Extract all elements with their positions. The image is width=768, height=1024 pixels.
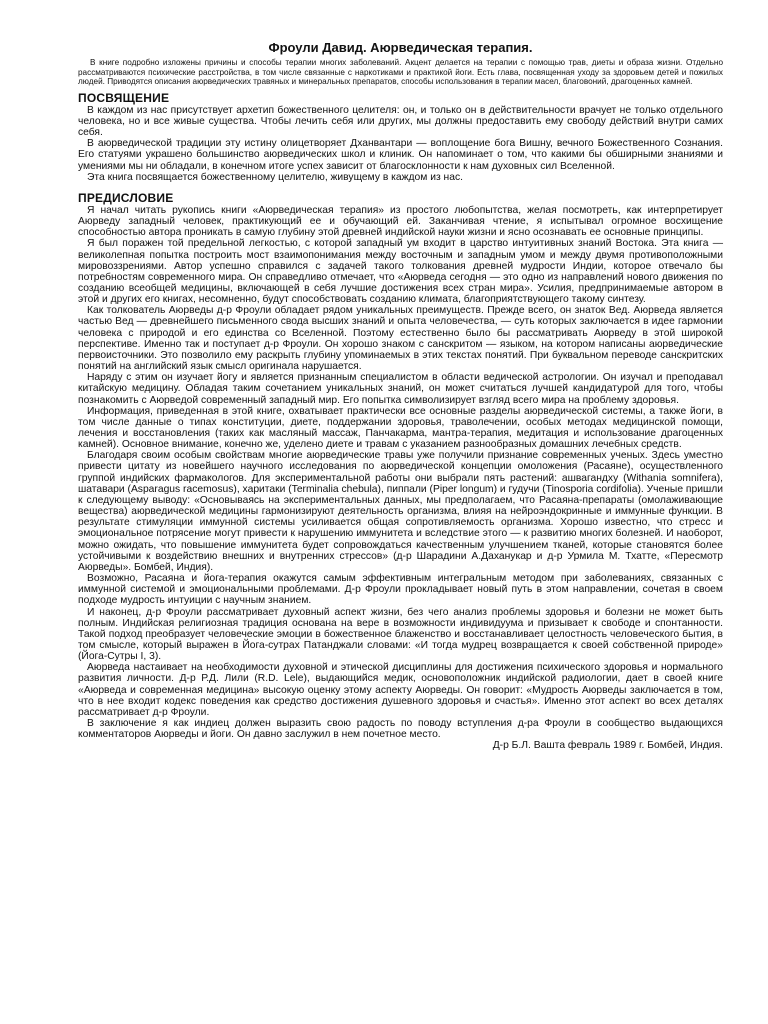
book-annotation: В книге подробно изложены причины и способы терапии многих заболеваний. Акцент делается на терапии с помощью трав, диеты и образа жизни. Отдельно рассматриваются психические расстройства, в том числе связанные с наркотиками и практикой йоги. Есть глава, посвященная уходу за здоровьем детей и пожилых людей. Приводятся описания аюрведических травяных и минеральных препаратов, способы использования в терапии масел, благовоний, драгоценных камней. [78, 58, 723, 87]
preface-paragraph: Благодаря своим особым свойствам многие аюрведические травы уже получили признание современных ученых. Здесь уместно привести цитату из новейшего научного исследования по аюрведической концепции омоложения (Расаяне), осуществленного группой индийских фармакологов. Для экспериментальной работы они выбрали пять растений: ашвагандху (Withania somnifera), шатавари (Asparagus racemosus), харитаки (Terminalia chebula), пиппали (Piper longum) и гудучи (Tinosporia cordifolia). Ученые пришли к следующему выводу: «Основываясь на экспериментальных данных, мы предполагаем, что Расаяна-препараты (омолаживающие вещества) аюрведической медицины гармонизируют деятельность организма, влияя на нейроэндокринные и иммунные функции. В результате стимуляции иммунной системы усиливается общая сопротивляемость организма. Хорошо известно, что стресс и эмоциональное потрясение могут привести к нарушению иммунитета и вследствие этого — к развитию многих болезней. И наоборот, можно ожидать, что повышение иммунитета будет сопровождаться качественным улучшением тканей, которые становятся более устойчивыми к воздействию внешних и внутренних стрессов» (д-р Шарадини А.Даханукар и д-р Урмила М. Тхатте, «Пересмотр Аюрведы». Бомбей, Индия). [78, 450, 723, 573]
preface-paragraph: Аюрведа настаивает на необходимости духовной и этической дисциплины для достижения психического здоровья и нормального развития личности. Д-р Р.Д. Лили (R.D. Lele), выдающийся медик, основоположник индийской радиологии, дает в своей книге «Аюрведа и современная медицина» высокую оценку этому аспекту Аюрведы. Он говорит: «Мудрость Аюрведы заключается в том, что в нее входит кодекс поведения как средство достижения душевного здоровья и счастья». Именно этот аспект во всех деталях рассматривает д-р Фроули. [78, 662, 723, 718]
preface-paragraph: Возможно, Расаяна и йога-терапия окажутся самым эффективным интегральным методом при заболеваниях, связанных с иммунной системой и эмоциональными проблемами. Д-р Фроули прокладывает новый путь в этом направлении, сочетая в своем подходе мудрость интуиции с научным знанием. [78, 573, 723, 607]
dedication-paragraph: В аюрведической традиции эту истину олицетворяет Дханвантари — воплощение бога Вишну, вечного Божественного Сознания. Его статуями украшено большинство аюрведических школ и клиник. Он напоминает о том, что какими бы обширными знаниями и умениями мы ни обладали, в конечном итоге успех зависит от благосклонности к нам духовных сил Вселенной. [78, 138, 723, 172]
preface-section [78, 205, 723, 741]
preface-paragraph: И наконец, д-р Фроули рассматривает духовный аспект жизни, без чего анализ проблемы здоровья и болезни не может быть полным. Индийская религиозная традиция основана на вере в возможности индивидуума и призывает к свободе и спонтанности. Такой подход преобразует человеческие эмоции в божественное блаженство и восстанавливает целостность человеческого бытия, в том смысле, который выражен в Йога-сутрах Патанджали словами: «И тогда мудрец возвращается к своей собственной природе» (Йога-Сутры I, 3). [78, 606, 723, 663]
dedication-heading: ПОСВЯЩЕНИЕ [78, 90, 170, 105]
preface-paragraph: Наряду с этим он изучает йогу и является признанным специалистом в области ведической астрологии. Он изучал и преподавал китайскую медицину. Обладая таким сочетанием уникальных знаний, он может считаться лучшей кандидатурой для того, чтобы познакомить с Аюрведой современный западный мир. Его попытка символизирует взгляд всего мира на проблему здоровья. [78, 372, 723, 406]
document-title: Фроули Давид. Аюрведическая терапия. [268, 40, 533, 55]
preface-paragraph: Я начал читать рукопись книги «Аюрведическая терапия» из простого любопытства, желая посмотреть, как интерпретирует Аюрведу западный человек, практикующий ее и обучающий ей. Заканчивая чтение, я испытывал огромное восхищение способностью автора проникать в самую глубину этой древней индийской науки жизни и ясно осознавать ее основные принципы. [78, 204, 723, 239]
preface-heading: ПРЕДИСЛОВИЕ [78, 190, 174, 205]
preface-paragraph: Я был поражен той предельной легкостью, с которой западный ум входит в царство интуитивных знаний Востока. Эта книга — великолепная попытка построить мост взаимопонимания между восточным и западным умом и между двумя противоположными мировоззрениями. Автор успешно справился с задачей такого толкования древней мудрости Индии, которое отвечало бы потребностям современного мира. Он справедливо отмечает, что «Аюрведа сегодня — это одно из направлений нового движения по созданию всеобщей медицины, включающей в себя лучшие достижения всех стран мира». Усилия, предпринимаемые автором в этой и других его книгах, несомненно, будут способствовать созданию климата, благоприятствующего такому синтезу. [78, 238, 723, 306]
preface-paragraph: Как толкователь Аюрведы д-р Фроули обладает рядом уникальных преимуществ. Прежде всего, он знаток Вед. Аюрведа является частью Вед — древнейшего письменного свода высших знаний и опыта человечества, — суть которых заключается в идее гармонии человека с природой и его единства со Вселенной. Поэтому естественно было бы рассматривать Аюрведу в этой широкой перспективе. Именно так и поступает д-р Фроули. Он хорошо знаком с санскритом — языком, на котором написаны аюрведические первоисточники. Это позволило ему раскрыть глубину упоминаемых в этих текстах понятий. При буквальном переводе санскритских понятий на английский язык смысл оригинала нарушается. [78, 305, 723, 373]
document-page [78, 40, 723, 752]
preface-paragraph: В заключение я как индиец должен выразить свою радость по поводу вступления д-ра Фроули в сообщество выдающихся комментаторов Аюрведы и йоги. Он давно заслужил в нем почетное место. [78, 718, 723, 741]
preface-signature: Д-р Б.Л. Ваштa февраль 1989 г. Бомбей, Индия. [492, 740, 723, 752]
dedication-paragraph: В каждом из нас присутствует архетип божественного целителя: он, и только он в действительности врачует не только отдельного человека, но и все живые существа. Чтобы лечить себя или других, мы должны предоставить ему свободу действий внутри самих себя. [78, 104, 723, 139]
preface-paragraph: Информация, приведенная в этой книге, охватывает практически все основные разделы аюрведической системы, а также йоги, в том числе данные о типах конституции, диете, поддержании здоровья, траволечении, особых методах медицинской помощи, лечения и восстановления (таких как масляный массаж, Панчакарма, мантра-терапия, медитация и использование драгоценных камней). Основное внимание, конечно же, уделено диете и травам с указанием разнообразных домашних лечебных средств. [78, 405, 723, 451]
dedication-section [78, 105, 723, 183]
dedication-paragraph: Эта книга посвящается божественному целителю, живущему в каждом из нас. [87, 171, 463, 183]
